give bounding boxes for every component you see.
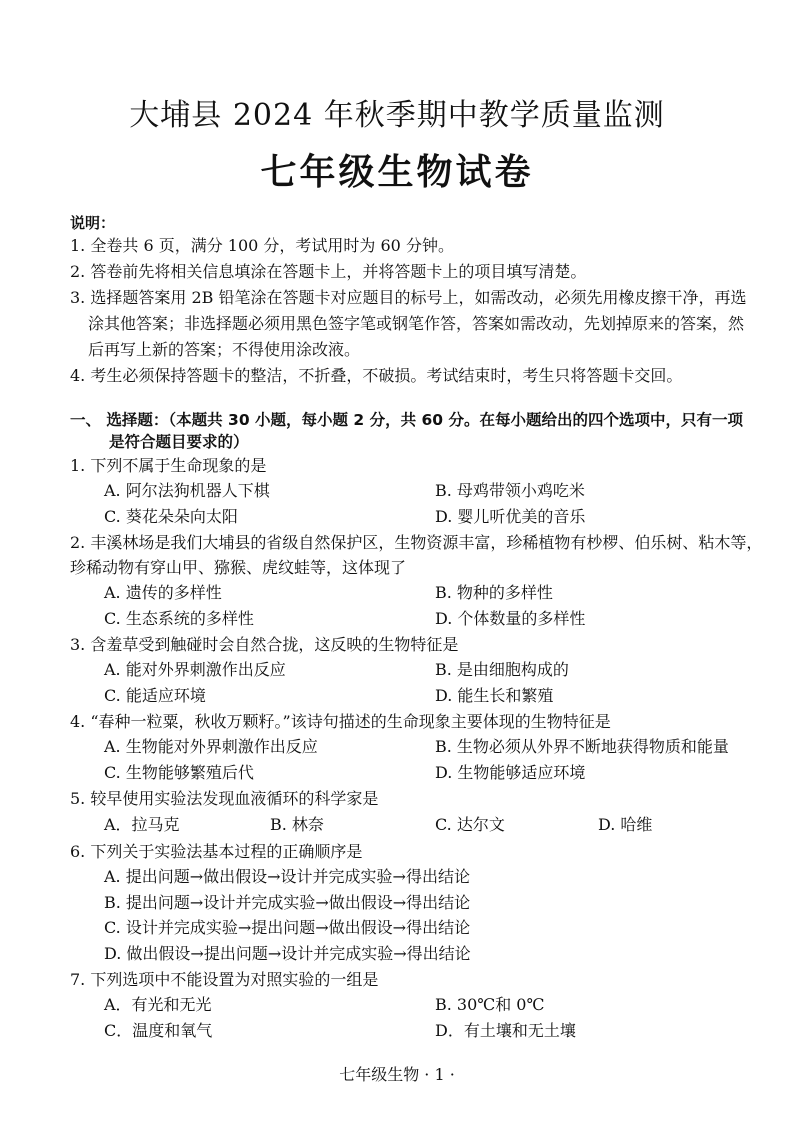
option-a[interactable]: A. 提出问题→做出假设→设计并完成实验→得出结论: [104, 867, 470, 886]
section-heading: 一、 选择题：（本题共 30 小题，每小题 2 分，共 60 分。在每小题给出的四个选项中，只有一项: [70, 411, 743, 429]
option-b[interactable]: B. 生物必须从外界不断地获得物质和能量: [435, 737, 729, 756]
option-b[interactable]: B. 30℃和 0℃: [435, 995, 545, 1014]
instruction-item: 涂其他答案；非选择题必须用黑色签字笔或钢笔作答，答案如需改动，先划掉原来的答案，然: [88, 314, 745, 333]
option-c[interactable]: C. 能适应环境: [104, 686, 206, 705]
option-d[interactable]: D. 能生长和繁殖: [435, 686, 554, 705]
exam-subject-title: 七年级生物试卷: [260, 151, 534, 193]
option-b[interactable]: B. 林奈: [270, 815, 324, 834]
question-stem: 5. 较早使用实验法发现血液循环的科学家是: [70, 789, 379, 808]
question-stem-cont: 珍稀动物有穿山甲、猕猴、虎纹蛙等，这体现了: [70, 558, 407, 577]
question-stem: 2. 丰溪林场是我们大埔县的省级自然保护区，生物资源丰富，珍稀植物有杪椤、伯乐树、粘木等，: [70, 533, 763, 552]
option-c[interactable]: C．温度和氧气: [104, 1021, 213, 1040]
question-stem: 4. “春种一粒粟，秋收万颗籽。”该诗句描述的生命现象主要体现的生物特征是: [70, 712, 611, 731]
option-a[interactable]: A. 阿尔法狗机器人下棋: [104, 481, 270, 500]
option-a[interactable]: A．有光和无光: [104, 995, 212, 1014]
section-heading-cont: 是符合题目要求的）: [109, 433, 249, 451]
option-d[interactable]: D．有土壤和无土壤: [435, 1021, 576, 1040]
question-stem: 3. 含羞草受到触碰时会自然合拢，这反映的生物特征是: [70, 635, 459, 654]
option-d[interactable]: D. 生物能够适应环境: [435, 763, 586, 782]
instruction-item: 3. 选择题答案用 2B 铅笔涂在答题卡对应题目的标号上，如需改动，必须先用橡皮擦干净，再选: [70, 288, 747, 307]
exam-title: 大埔县 2024 年秋季期中教学质量监测: [129, 98, 665, 133]
question-stem: 6. 下列关于实验法基本过程的正确顺序是: [70, 842, 363, 861]
option-c[interactable]: C. 设计并完成实验→提出问题→做出假设→得出结论: [104, 918, 471, 937]
instruction-item: 1. 全卷共 6 页，满分 100 分，考试用时为 60 分钟。: [70, 236, 454, 255]
option-d[interactable]: D. 做出假设→提出问题→设计并完成实验→得出结论: [104, 944, 471, 963]
option-a[interactable]: A. 生物能对外界刺激作出反应: [104, 737, 318, 756]
option-c[interactable]: C. 葵花朵朵向太阳: [104, 507, 238, 526]
option-d[interactable]: D. 婴儿听优美的音乐: [435, 507, 586, 526]
option-a[interactable]: A. 遗传的多样性: [104, 583, 222, 602]
option-d[interactable]: D. 个体数量的多样性: [435, 609, 586, 628]
question-stem: 1. 下列不属于生命现象的是: [70, 456, 267, 475]
option-b[interactable]: B. 提出问题→设计并完成实验→做出假设→得出结论: [104, 893, 471, 912]
option-b[interactable]: B. 母鸡带领小鸡吃米: [435, 481, 585, 500]
option-b[interactable]: B. 是由细胞构成的: [435, 660, 569, 679]
instruction-item: 4. 考生必须保持答题卡的整洁，不折叠，不破损。考试结束时，考生只将答题卡交回。: [70, 366, 683, 385]
instruction-item: 后再写上新的答案；不得使用涂改液。: [88, 340, 361, 359]
page-footer: 七年级生物 · 1 ·: [339, 1065, 455, 1084]
option-d[interactable]: D. 哈维: [598, 815, 653, 834]
option-c[interactable]: C. 达尔文: [435, 815, 505, 834]
option-c[interactable]: C. 生态系统的多样性: [104, 609, 254, 628]
option-b[interactable]: B. 物种的多样性: [435, 583, 553, 602]
question-stem: 7. 下列选项中不能设置为对照实验的一组是: [70, 970, 379, 989]
option-a[interactable]: A．拉马克: [104, 815, 180, 834]
option-c[interactable]: C. 生物能够繁殖后代: [104, 763, 254, 782]
instruction-item: 2. 答卷前先将相关信息填涂在答题卡上，并将答题卡上的项目填写清楚。: [70, 262, 587, 281]
instructions-label: 说明：: [70, 214, 116, 232]
option-a[interactable]: A. 能对外界刺激作出反应: [104, 660, 286, 679]
